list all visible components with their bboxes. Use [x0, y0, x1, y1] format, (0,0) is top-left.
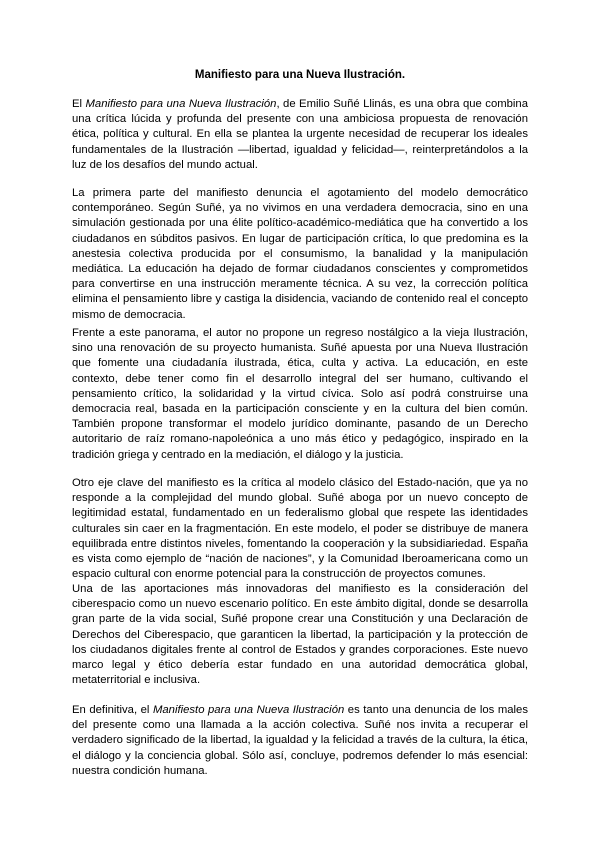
paragraph-democracy-critique: La primera parte del manifiesto denuncia el agotamiento del modelo democrático contemporáneo. Según Suñé, ya no vivimos en una verdadera democracia, sino en una simulación gestionada por una élite político-académico-mediática que ha convertido a los ciudadanos en súbditos pasivos. En lugar de participación crítica, lo que predomina es la anestesia colectiva producida por el consumismo, la banalidad y la manipulación mediática. La educación ha dejado de formar ciudadanos conscientes y comprometidos para convertirse en una instrucción meramente técnica. A su vez, la corrección política elimina el pensamiento libre y castiga la disidencia, vaciando de contenido real el concepto mismo de democracia. — [72, 187, 528, 321]
work-title-italic-conclusion: Manifiesto para una Nueva Ilustración — [152, 704, 345, 716]
paragraph-conclusion-pre: En definitiva, el — [72, 704, 153, 716]
paragraph-conclusion-post: es tanto una denuncia de los males del presente como una llamada a la acción colectiva. Suñé nos invita a recuperar el verdadero significado de la libertad, la igualdad y la felicidad a través de la cultura, la ética, el diálogo y la conciencia global. Sólo así, concluye, podremos defender lo más esencial: nuestra condición humana. — [72, 704, 528, 777]
paragraph-new-enlightenment: Frente a este panorama, el autor no propone un regreso nostálgico a la vieja Ilustración, sino una renovación de su proyecto humanista. Suñé apuesta por una Nueva Ilustración que fomente una ciudadanía ilustrada, ética, culta y activa. La educación, en este contexto, debe tener como fin el desarrollo integral del ser humano, cultivando el pensamiento crítico, la solidaridad y la virtud cívica. Solo así podrá construirse una democracia real, basada en la participación consciente y en la cultura del bien común. También propone transformar el modelo jurídico dominante, pasando de un Derecho autoritario de raíz romano-napoleónica a uno más ético y pedagógico, inspirado en la tradición griega y centrado en la mediación, el diálogo y la justicia. — [72, 327, 528, 461]
paragraph-intro-post: , de Emilio Suñé Llinás, es una obra que combina una crítica lúcida y profunda del presente con una ambiciosa propuesta de renovación ética, política y cultural. En ella se plantea la urgente necesidad de recuperar los ideales fundamentales de la Ilustración —libertad, igualdad y felicidad—, reinterpretándolos a la luz de los desafíos del mundo actual. — [72, 98, 528, 171]
paragraph-nation-state: Otro eje clave del manifiesto es la crítica al modelo clásico del Estado-nación, que ya no responde a la complejidad del mundo global. Suñé aboga por un nuevo concepto de legitimidad estatal, fundamentado en un federalismo global que respete las identidades culturales sin caer en la fragmentación. En este modelo, el poder se distribuye de manera equilibrada entre distintos niveles, fomentando la cooperación y la subsidiariedad. España es vista como ejemplo de “nación de naciones”, y la Comunidad Iberoamericana como un espacio cultural con enorme potencial para la construcción de proyectos comunes. — [72, 477, 528, 581]
paragraph-intro-pre: El — [72, 98, 86, 110]
document-title: Manifiesto para una Nueva Ilustración. — [194, 69, 406, 81]
paragraph-intro — [72, 97, 528, 173]
work-title-italic: Manifiesto para una Nueva Ilustración — [85, 98, 277, 110]
paragraph-conclusion — [72, 703, 528, 779]
paragraph-cyberspace: Una de las aportaciones más innovadoras del manifiesto es la consideración del ciberespacio como un nuevo escenario político. En este ámbito digital, donde se desarrolla gran parte de la vida social, Suñé propone crear una Constitución y una Declaración de Derechos del Ciberespacio, que garanticen la libertad, la participación y la protección de los ciudadanos digitales frente al control de Estados y grandes corporaciones. Este nuevo marco legal y ético debería estar fundado en una autoridad democrática global, metaterritorial e inclusiva. — [72, 583, 528, 687]
